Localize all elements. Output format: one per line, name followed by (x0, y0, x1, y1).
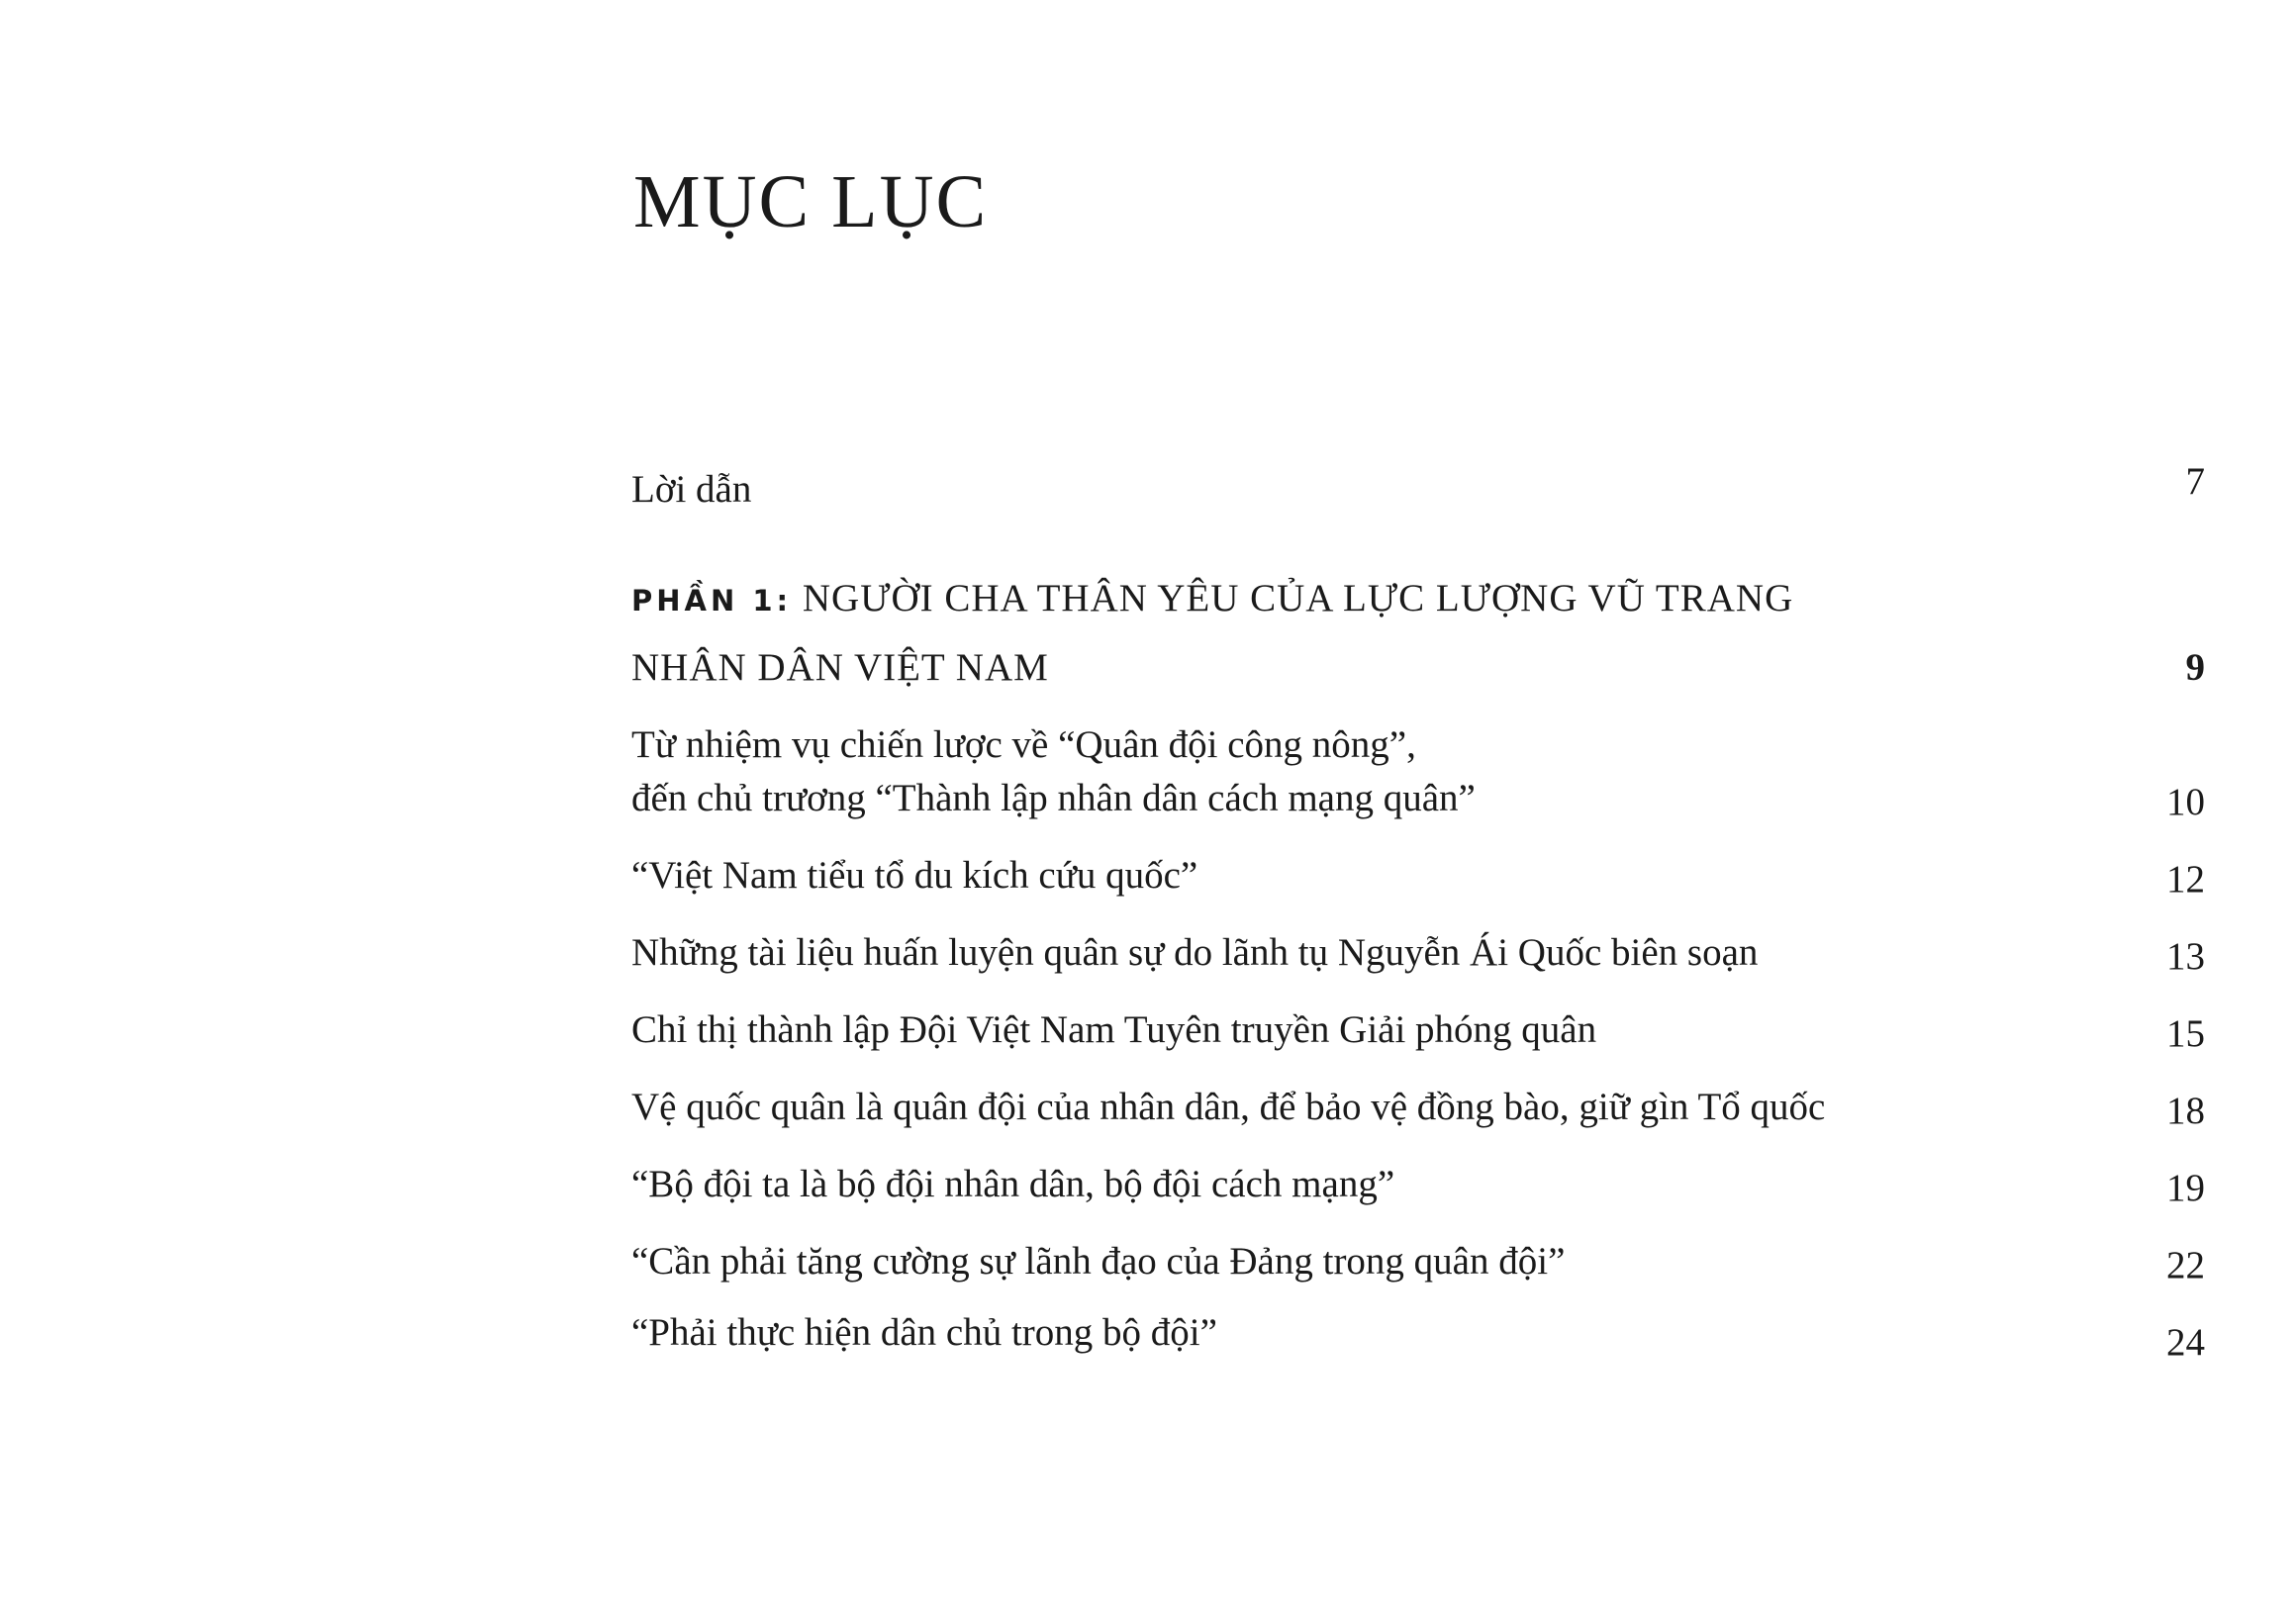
toc-entry-title: “Phải thực hiện dân chủ trong bộ đội” (631, 1311, 1217, 1354)
toc-entry-page: 7 (2185, 460, 2205, 503)
toc-entry-page: 15 (2166, 1012, 2205, 1055)
toc-entry-title-line2: đến chủ trương “Thành lập nhân dân cách mạng quân” (631, 777, 1476, 819)
part-label: PHẦN 1: (631, 584, 793, 618)
toc-entry-title: “Bộ đội ta là bộ đội nhân dân, bộ đội cách mạng” (631, 1163, 1395, 1205)
toc-entry-page: 12 (2166, 858, 2205, 901)
toc-entry-page: 18 (2166, 1090, 2205, 1132)
toc-entry-title: Những tài liệu huấn luyện quân sự do lãnh tụ Nguyễn Ái Quốc biên soạn (631, 931, 1759, 974)
toc-entry-page: 13 (2166, 935, 2205, 978)
toc-entry-title: Chỉ thị thành lập Đội Việt Nam Tuyên truyền Giải phóng quân (631, 1008, 1597, 1051)
toc-entry-page: 19 (2166, 1167, 2205, 1209)
toc-entry-title: “Việt Nam tiểu tổ du kích cứu quốc” (631, 854, 1198, 897)
toc-entry-page: 24 (2166, 1321, 2205, 1364)
toc-entry-page: 22 (2166, 1244, 2205, 1286)
part-title-line1: NGƯỜI CHA THÂN YÊU CỦA LỰC LƯỢNG VŨ TRANG (792, 577, 1794, 619)
part-title-line2: NHÂN DÂN VIỆT NAM (631, 646, 1049, 689)
part-heading-line1 (631, 574, 1793, 624)
toc-entry-title: Lời dẫn (631, 468, 752, 511)
toc-entry-title: “Cần phải tăng cường sự lãnh đạo của Đảng trong quân đội” (631, 1240, 1566, 1283)
toc-entry-page: 10 (2166, 781, 2205, 823)
page-title: MỤC LỤC (633, 160, 989, 243)
toc-entry-title-line1: Từ nhiệm vụ chiến lược về “Quân đội công nông”, (631, 723, 1416, 766)
part-page: 9 (2185, 646, 2205, 689)
toc-entry-title: Vệ quốc quân là quân đội của nhân dân, để bảo vệ đồng bào, giữ gìn Tổ quốc (631, 1086, 1826, 1128)
